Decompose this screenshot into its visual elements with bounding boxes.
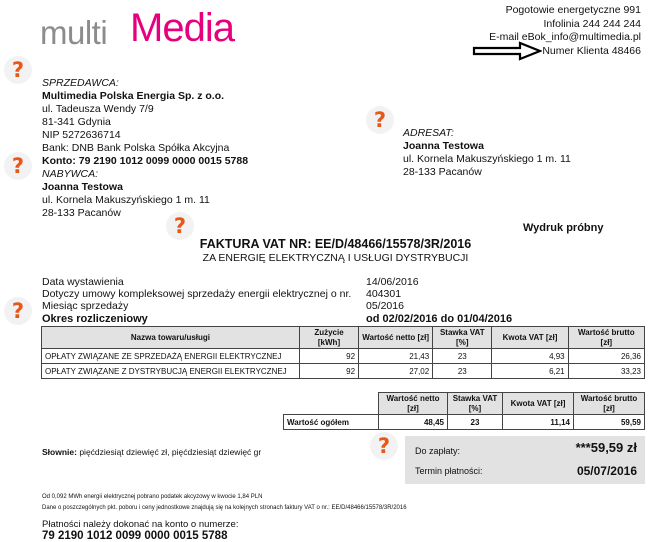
addressee-label: ADRESAT: [403,127,454,139]
due-value: ***59,59 zł [575,440,637,455]
help-icon[interactable]: ? [4,152,32,180]
sale-month-label: Miesiąc sprzedaży [42,300,129,312]
summary-header-vat-amount: Kwota VAT [zł] [503,393,574,415]
addressee-block [403,127,571,179]
bank-payment-account: 79 2190 1012 0099 0000 0015 5788 [42,530,228,542]
buyer-label: NABYWCA: [42,168,99,180]
issue-date-label: Data wystawienia [42,276,124,288]
buyer-street: ul. Kornela Makuszyńskiego 1 m. 11 [42,194,210,206]
help-icon[interactable]: ? [366,106,394,134]
col-header-usage: Zużycie [kWh] [299,327,358,349]
payment-date-value: 05/07/2016 [576,464,637,478]
period-label: Okres rozliczeniowy [42,313,148,325]
contact-email: E-mail eBok_info@multimedia.pl [489,31,641,43]
hotline-phone: Infolinia 244 244 244 [543,17,641,30]
invoice-details [42,276,442,312]
help-icon[interactable]: ? [370,432,398,460]
seller-name: Multimedia Polska Energia Sp. z o.o. [42,90,225,102]
client-number: Numer Klienta 48466 [542,44,641,57]
addressee-street: ul. Kornela Makuszyńskiego 1 m. 11 [403,153,571,165]
help-icon[interactable]: ? [4,56,32,84]
words-text: pięćdziesiąt dziewięć zł, pięćdziesiąt dziewięć gr [79,447,262,457]
payment-box [405,436,645,484]
invoice-subtitle: ZA ENERGIĘ ELEKTRYCZNĄ I USŁUGI DYSTRYBUCJI [202,252,469,264]
footnotes [42,492,407,514]
period-value: od 02/02/2016 do 01/04/2016 [366,313,513,325]
seller-label: SPRZEDAWCA: [42,77,119,89]
seller-block [42,77,248,168]
data-note: Dane o poszczególnych pkt. poboru i ceny jednostkowe znajdują się na kolejnych stronach faktury VAT o nr.: EE/D/48466/15578/3R/2016 [42,505,407,511]
seller-city: 81-341 Gdynia [42,116,111,128]
seller-account: Konto: 79 2190 1012 0099 0000 0015 5788 [42,155,249,167]
invoice-items-table [41,326,645,379]
emergency-phone: Pogotowie energetyczne 991 [505,4,641,16]
due-label: Do zapłaty: [415,446,461,456]
addressee-city: 28-133 Pacanów [403,166,482,178]
col-header-vat-amount: Kwota VAT [zł] [492,327,568,349]
logo-text-media: Media [130,6,234,50]
summary-header-gross: Wartość brutto [zł] [574,393,645,415]
buyer-city: 28-133 Pacanów [42,207,121,219]
col-header-name: Nazwa towaru/usługi [42,327,300,349]
excise-note: Od 0,092 MWh energii elektrycznej pobrano podatek akcyzowy w kwocie 1,84 PLN [42,494,263,500]
col-header-net: Wartość netto [zł] [359,327,433,349]
seller-street: ul. Tadeusza Wendy 7/9 [42,103,154,115]
invoice-title: FAKTURA VAT NR: EE/D/48466/15578/3R/2016 [199,237,472,251]
buyer-name: Joanna Testowa [42,181,123,193]
col-header-gross: Wartość brutto [zł] [568,327,644,349]
amount-in-words [42,447,261,457]
buyer-block [42,168,210,220]
words-label: Słownie: [42,447,77,457]
summary-label: Wartość ogółem [284,415,379,430]
col-header-vat-rate: Stawka VAT [%] [433,327,492,349]
table-row: Wartość ogółem 48,45 23 11,14 59,59 [284,415,645,430]
addressee-name: Joanna Testowa [403,140,484,152]
summary-header-vat-rate: Stawka VAT [%] [448,393,503,415]
help-icon[interactable]: ? [166,212,194,240]
help-icon[interactable]: ? [4,297,32,325]
invoice-header [0,237,671,264]
table-row: OPŁATY ZWIĄZANE ZE SPRZEDAŻĄ ENERGII ELEKTRYCZNEJ 92 21,43 23 4,93 26,36 [42,349,645,364]
seller-nip: NIP 5272636714 [42,129,121,141]
arrow-right-icon [472,41,542,61]
summary-header-net: Wartość netto [zł] [379,393,448,415]
table-row: OPŁATY ZWIĄZANE Z DYSTRYBUCJĄ ENERGII ELEKTRYCZNEJ 92 27,02 23 6,21 33,23 [42,364,645,379]
logo-text-multi: multi [40,14,108,51]
bank-payment-label: Płatności należy dokonać na konto o numerze: [42,519,239,530]
contract-label: Dotyczy umowy kompleksowej sprzedaży energii elektrycznej o nr. [42,288,352,300]
sale-month-value: 05/2016 [366,300,404,312]
issue-date-value: 14/06/2016 [366,276,419,288]
seller-bank: Bank: DNB Bank Polska Spółka Akcyjna [42,142,230,154]
print-note: Wydruk próbny [523,222,604,234]
contract-value: 404301 [366,288,402,300]
payment-date-label: Termin płatności: [415,466,483,476]
invoice-summary-table [283,392,645,430]
